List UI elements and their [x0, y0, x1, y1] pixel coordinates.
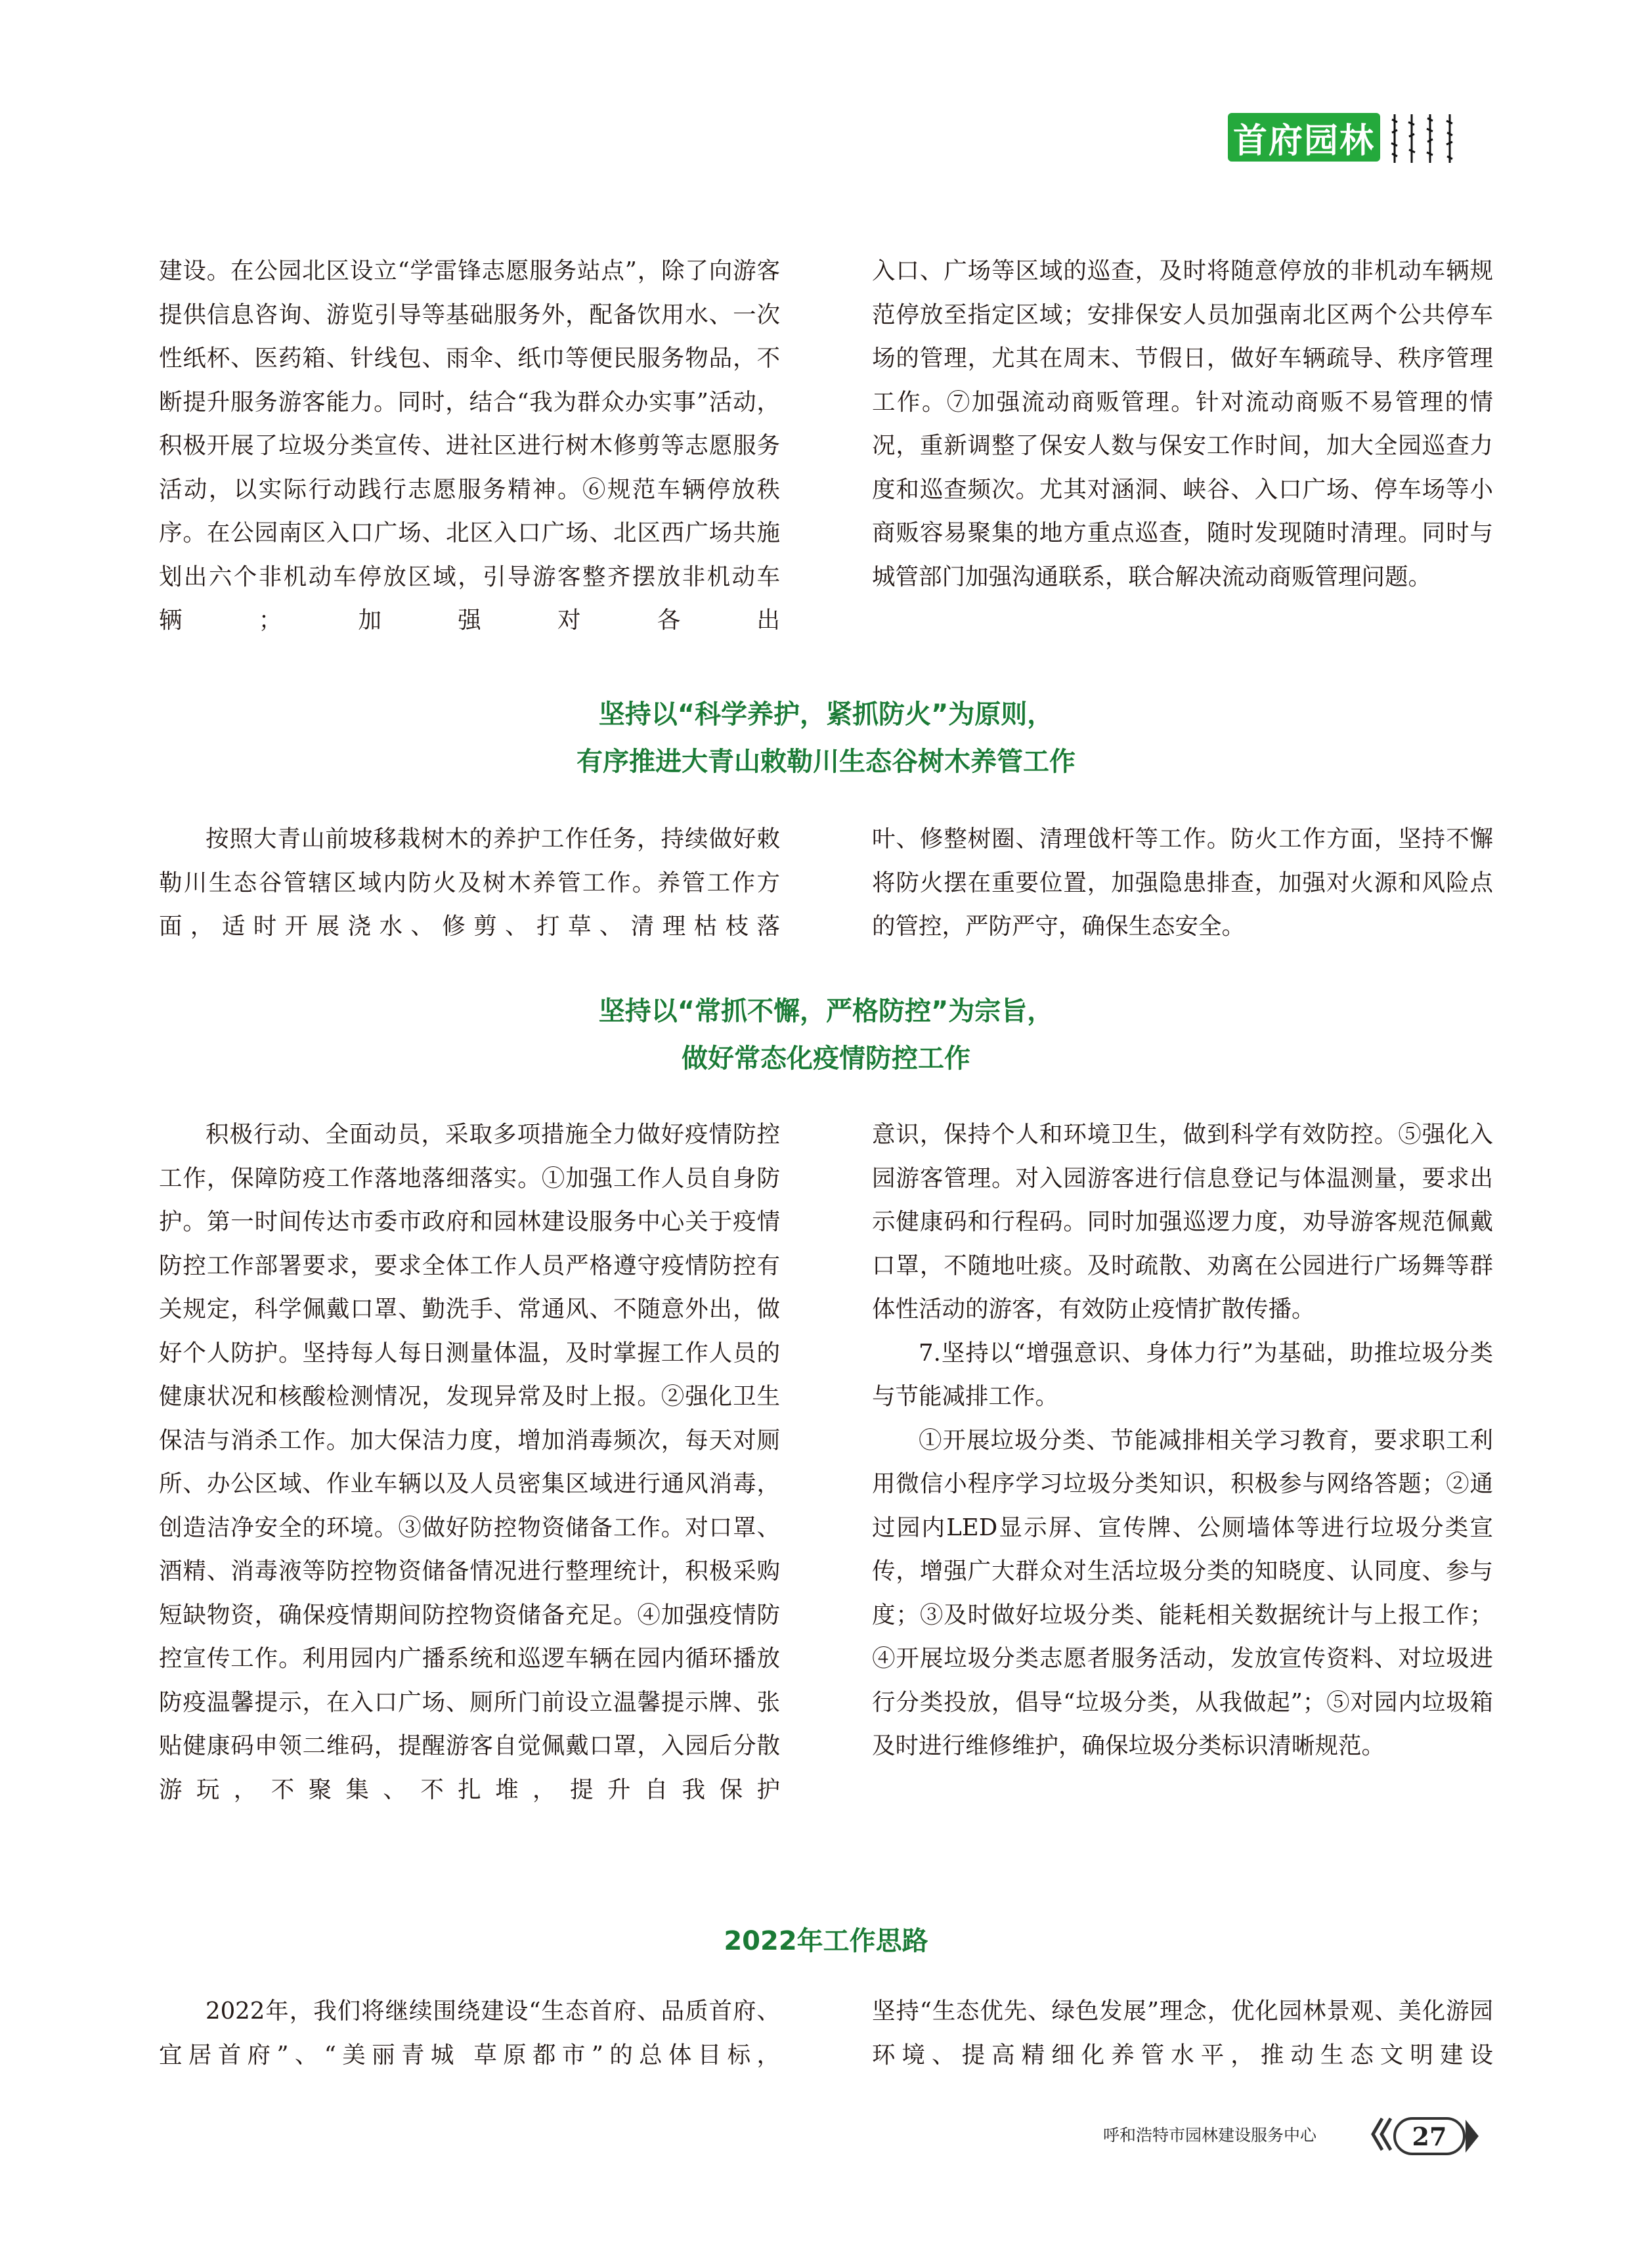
- mongolian-script-logo: [1406, 113, 1417, 164]
- body-column-left: [159, 1990, 780, 2077]
- magazine-brand-badge: 首府园林: [1228, 113, 1380, 162]
- mongolian-script-logo: [1445, 113, 1455, 164]
- body-paragraph: 积极行动、全面动员，采取多项措施全力做好疫情防控工作，保障防疫工作落地落细落实。①加强工作人员自身防护。第一时间传达市委市政府和园林建设服务中心关于疫情防控工作部署要求，要求全体工作人员严格遵守疫情防控有关规定，科学佩戴口罩、勤洗手、常通风、不随意外出，做好个人防护。坚持每人每日测量体温，及时掌握工作人员的健康状况和核酸检测情况，发现异常及时上报。②强化卫生保洁与消杀工作。加大保洁力度，增加消毒频次，每天对厕所、办公区域、作业车辆以及人员密集区域进行通风消毒，创造洁净安全的环境。③做好防控物资储备工作。对口罩、酒精、消毒液等防控物资储备情况进行整理统计，积极采购短缺物资，确保疫情期间防控物资储备充足。④加强疫情防控宣传工作。利用园内广播系统和巡逻车辆在园内循环播放防疫温馨提示，在入口广场、厕所门前设立温馨提示牌、张贴健康码申领二维码，提醒游客自觉佩戴口罩，入园后分散游玩，不聚集、不扎堆，提升自我保护: [159, 1121, 780, 1803]
- section-heading-line: 做好常态化疫情防控工作: [682, 1043, 970, 1074]
- body-column-right: [872, 1113, 1493, 1768]
- section-heading: [0, 691, 1652, 785]
- body-paragraph: 坚持“生态优先、绿色发展”理念，优化园林景观、美化游园环境、提高精细化养管水平，推动生态文明建设: [872, 1998, 1493, 2069]
- mongolian-script-logo: [1425, 113, 1435, 164]
- body-column-left: [159, 818, 780, 949]
- section-heading: [0, 988, 1652, 1082]
- page-arrow-icon: [1466, 2120, 1479, 2153]
- section-heading-line: 有序推进大青山敕勒川生态谷树木养管工作: [576, 747, 1076, 777]
- body-paragraph: ①开展垃圾分类、节能减排相关学习教育，要求职工利用微信小程序学习垃圾分类知识，积极参与网络答题；②通过园内LED显示屏、宣传牌、公厕墙体等进行垃圾分类宣传，增强广大群众对生活垃圾分类的知晓度、认同度、参与度；③及时做好垃圾分类、能耗相关数据统计与上报工作；④开展垃圾分类志愿者服务活动，发放宣传资料、对垃圾进行分类投放，倡导“垃圾分类，从我做起”；⑤对园内垃圾箱及时进行维修维护，确保垃圾分类标识清晰规范。: [872, 1426, 1493, 1759]
- section-heading-line: 坚持以“常抓不懈，严格防控”为宗旨，: [598, 996, 1054, 1026]
- body-paragraph: 叶、修整树圈、清理戗杆等工作。防火工作方面，坚持不懈将防火摆在重要位置，加强隐患排查，加强对火源和风险点的管控，严防严守，确保生态安全。: [872, 825, 1493, 940]
- page-number: 27: [1412, 2121, 1447, 2151]
- body-paragraph: 2022年，我们将继续围绕建设“生态首府、品质首府、宜居首府”、“美丽青城 草原都市”的总体目标，: [159, 1998, 780, 2069]
- body-paragraph: 入口、广场等区域的巡查，及时将随意停放的非机动车辆规范停放至指定区域；安排保安人员加强南北区两个公共停车场的管理，尤其在周末、节假日，做好车辆疏导、秩序管理工作。⑦加强流动商贩管理。针对流动商贩不易管理的情况，重新调整了保安人数与保安工作时间，加大全园巡查力度和巡查频次。尤其对涵洞、峡谷、入口广场、停车场等小商贩容易聚集的地方重点巡查，随时发现随时清理。同时与城管部门加强沟通联系，联合解决流动商贩管理问题。: [872, 257, 1493, 590]
- body-column-right: [872, 1990, 1493, 2077]
- section-heading-line: 2022年工作思路: [724, 1926, 928, 1956]
- body-paragraph: 建设。在公园北区设立“学雷锋志愿服务站点”，除了向游客提供信息咨询、游览引导等基础服务外，配备饮用水、一次性纸杯、医药箱、针线包、雨伞、纸巾等便民服务物品，不断提升服务游客能力。同时，结合“我为群众办实事”活动，积极开展了垃圾分类宣传、进社区进行树木修剪等志愿服务活动，以实际行动践行志愿服务精神。⑥规范车辆停放秩序。在公园南区入口广场、北区入口广场、北区西广场共施划出六个非机动车停放区域，引导游客整齐摆放非机动车辆；加强对各出: [159, 257, 780, 634]
- section-heading: [0, 1917, 1652, 1965]
- body-paragraph: 7.坚持以“增强意识、身体力行”为基础，助推垃圾分类与节能减排工作。: [872, 1339, 1493, 1410]
- body-column-right: [872, 818, 1493, 949]
- body-column-left: [159, 1113, 780, 1812]
- mongolian-script-logo: [1389, 113, 1400, 164]
- body-paragraph: 意识，保持个人和环境卫生，做到科学有效防控。⑤强化入园游客管理。对入园游客进行信息登记与体温测量，要求出示健康码和行程码。同时加强巡逻力度，劝导游客规范佩戴口罩，不随地吐痰。及时疏散、劝离在公园进行广场舞等群体性活动的游客，有效防止疫情扩散传播。: [872, 1121, 1493, 1323]
- section-heading-line: 坚持以“科学养护，紧抓防火”为原则，: [598, 699, 1054, 730]
- footer-organization: 呼和浩特市园林建设服务中心: [1103, 2126, 1317, 2145]
- body-column-left: [159, 250, 780, 643]
- body-paragraph: 按照大青山前坡移栽树木的养护工作任务，持续做好敕勒川生态谷管辖区域内防火及树木养管工作。养管工作方面，适时开展浇水、修剪、打草、清理枯枝落: [159, 825, 780, 940]
- chevron-double-icon: [1369, 2116, 1393, 2153]
- body-column-right: [872, 250, 1493, 599]
